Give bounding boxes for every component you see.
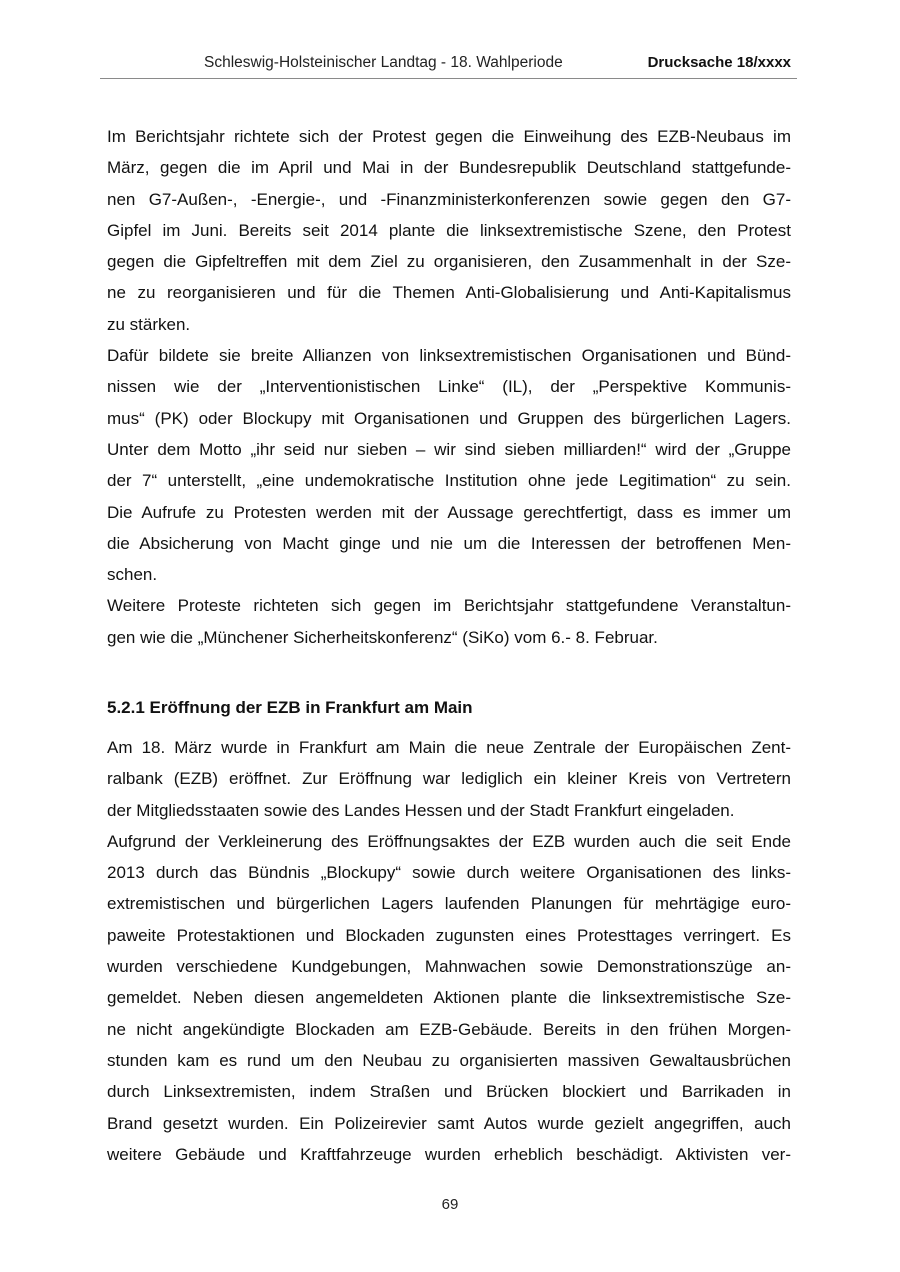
text-line: ralbank (EZB) eröffnet. Zur Eröffnung war lediglich ein kleiner Kreis von Vertretern bbox=[107, 769, 791, 789]
text-line: der 7“ unterstellt, „eine undemokratische Institution ohne jede Legitimation“ zu sein. bbox=[107, 471, 791, 491]
page-number: 69 bbox=[441, 1196, 459, 1213]
header-title: Schleswig-Holsteinischer Landtag - 18. Wahlperiode bbox=[204, 54, 563, 71]
text-line: wurden verschiedene Kundgebungen, Mahnwachen sowie Demonstrationszüge an- bbox=[107, 957, 791, 977]
text-line: nissen wie der „Interventionistischen Linke“ (IL), der „Perspektive Kommunis- bbox=[107, 377, 791, 397]
text-line: gen wie die „Münchener Sicherheitskonferenz“ (SiKo) vom 6.- 8. Februar. bbox=[107, 627, 658, 647]
text-line: ne nicht angekündigte Blockaden am EZB-Gebäude. Bereits in den frühen Morgen- bbox=[107, 1019, 791, 1039]
text-line: paweite Protestaktionen und Blockaden zugunsten eines Protesttages verringert. Es bbox=[107, 925, 791, 945]
text-line: zu stärken. bbox=[107, 314, 191, 334]
section-1-body bbox=[107, 121, 791, 653]
text-line: Die Aufrufe zu Protesten werden mit der Aussage gerechtfertigt, dass es immer um bbox=[107, 502, 791, 522]
text-line: mus“ (PK) oder Blockupy mit Organisationen und Gruppen des bürgerlichen Lagers. bbox=[107, 408, 791, 428]
text-line: Weitere Proteste richteten sich gegen im Berichtsjahr stattgefundene Veranstaltun- bbox=[107, 596, 791, 616]
text-line: weitere Gebäude und Kraftfahrzeuge wurden erheblich beschädigt. Aktivisten ver- bbox=[107, 1144, 791, 1164]
text-line: Unter dem Motto „ihr seid nur sieben – wir sind sieben milliarden!“ wird der „Gruppe bbox=[107, 439, 791, 459]
text-line: stunden kam es rund um den Neubau zu organisierten massiven Gewaltausbrüchen bbox=[107, 1050, 791, 1070]
text-line: der Mitgliedsstaaten sowie des Landes Hessen und der Stadt Frankfurt eingeladen. bbox=[107, 800, 735, 820]
text-line: Gipfel im Juni. Bereits seit 2014 plante die linksextremistische Szene, den Protest bbox=[107, 220, 791, 240]
text-line: extremistischen und bürgerlichen Lagers laufenden Planungen für mehrtägige euro- bbox=[107, 894, 791, 914]
text-line: Aufgrund der Verkleinerung des Eröffnungsaktes der EZB wurden auch die seit Ende bbox=[107, 831, 791, 851]
text-line: 2013 durch das Bündnis „Blockupy“ sowie durch weitere Organisationen des links- bbox=[107, 863, 791, 883]
text-line: Im Berichtsjahr richtete sich der Protest gegen die Einweihung des EZB-Neubaus im bbox=[107, 127, 791, 146]
text-line: nen G7-Außen-, -Energie-, und -Finanzministerkonferenzen sowie gegen den G7- bbox=[107, 189, 791, 209]
text-line: schen. bbox=[107, 565, 158, 585]
section-2-body bbox=[107, 732, 791, 1170]
text-line: Am 18. März wurde in Frankfurt am Main die neue Zentrale der Europäischen Zent- bbox=[107, 738, 791, 757]
text-line: die Absicherung von Macht ginge und nie um die Interessen der betroffenen Men- bbox=[107, 533, 791, 553]
text-line: durch Linksextremisten, indem Straßen und Brücken blockiert und Barrikaden in bbox=[107, 1082, 791, 1102]
text-line: Dafür bildete sie breite Allianzen von linksextremistischen Organisationen und Bünd- bbox=[107, 346, 791, 366]
text-line: März, gegen die im April und Mai in der Bundesrepublik Deutschland stattgefunde- bbox=[107, 158, 791, 178]
text-line: gemeldet. Neben diesen angemeldeten Aktionen plante die linksextremistische Sze- bbox=[107, 988, 791, 1008]
text-line: Brand gesetzt wurden. Ein Polizeirevier samt Autos wurde gezielt angegriffen, auch bbox=[107, 1113, 791, 1133]
document-number: Drucksache 18/xxxx bbox=[647, 54, 791, 71]
section-heading: 5.2.1 Eröffnung der EZB in Frankfurt am Main bbox=[107, 698, 473, 717]
text-line: gegen die Gipfeltreffen mit dem Ziel zu organisieren, den Zusammenhalt in der Sze- bbox=[107, 252, 791, 272]
text-line: ne zu reorganisieren und für die Themen Anti-Globalisierung und Anti-Kapitalismus bbox=[107, 283, 791, 303]
page-header bbox=[100, 50, 797, 79]
